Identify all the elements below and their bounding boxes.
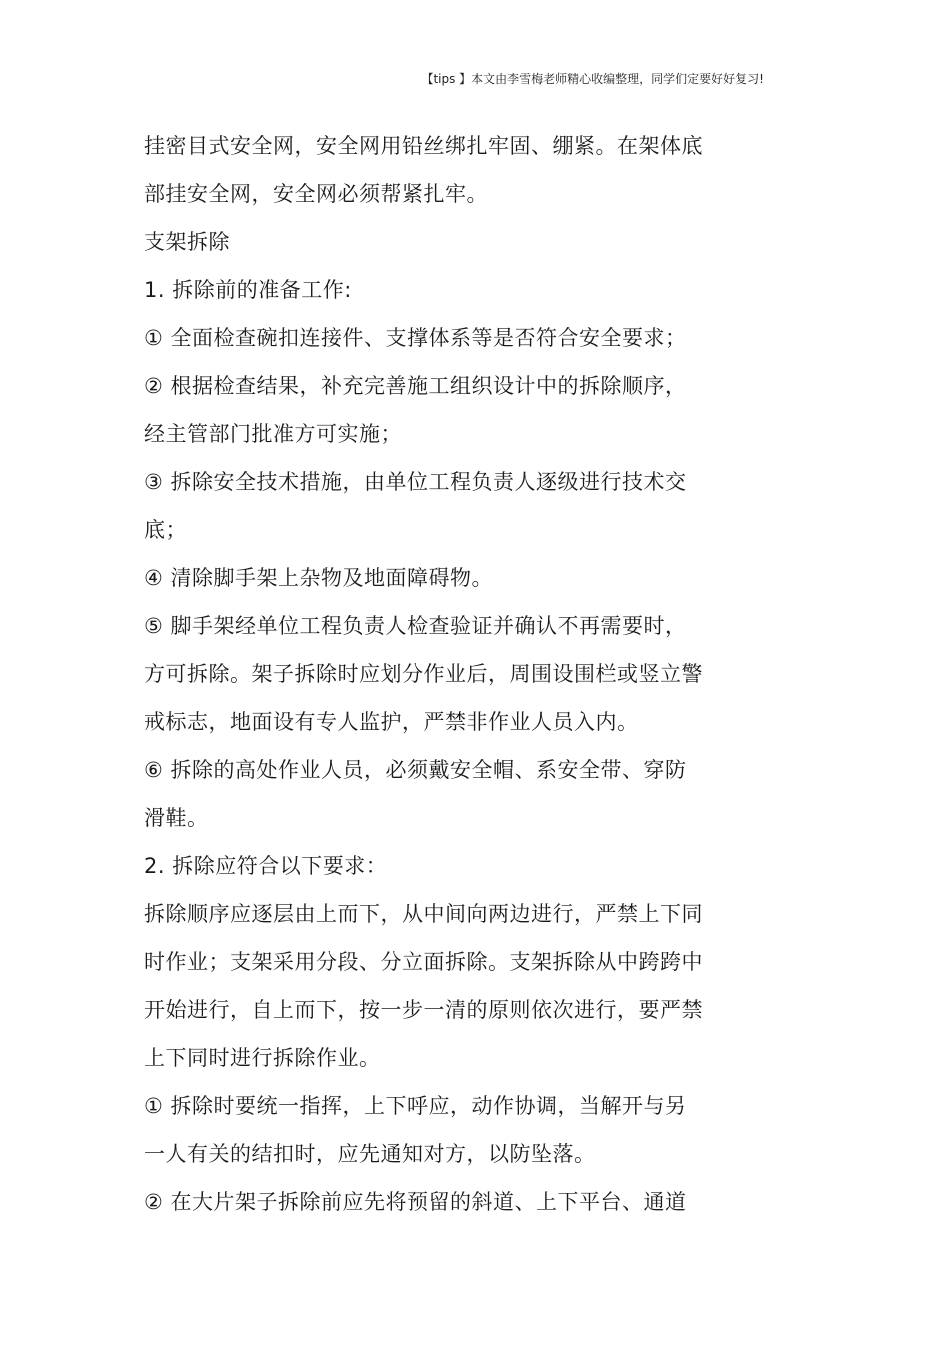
text-line: 经主管部门批准方可实施； [144, 422, 402, 446]
list-item: ⑥ 拆除的高处作业人员，必须戴安全帽、系安全带、穿防 [144, 758, 687, 782]
text-line: 一人有关的结扣时，应先通知对方，以防坠落。 [144, 1142, 596, 1166]
tips-header: 【tips 】本文由李雪梅老师精心收编整理，同学们定要好好复习! [421, 72, 764, 86]
text-line: 拆除顺序应逐层由上而下，从中间向两边进行，严禁上下同 [144, 902, 703, 926]
section-heading: 支架拆除 [144, 230, 230, 254]
list-item: ① 全面检查碗扣连接件、支撑体系等是否符合安全要求； [144, 326, 687, 350]
text-line: 上下同时进行拆除作业。 [144, 1046, 381, 1070]
text-line: 滑鞋。 [144, 806, 209, 830]
text-line: 时作业；支架采用分段、分立面拆除。支架拆除从中跨跨中 [144, 950, 703, 974]
list-item: ② 在大片架子拆除前应先将预留的斜道、上下平台、通道 [144, 1190, 687, 1214]
list-item: ⑤ 脚手架经单位工程负责人检查验证并确认不再需要时， [144, 614, 687, 638]
text-line: 部挂安全网，安全网必须帮紧扎牢。 [144, 182, 488, 206]
list-item: ② 根据检查结果，补充完善施工组织设计中的拆除顺序， [144, 374, 687, 398]
text-line: 戒标志，地面设有专人监护，严禁非作业人员入内。 [144, 710, 639, 734]
list-item: ④ 清除脚手架上杂物及地面障碍物。 [144, 566, 494, 590]
text-line: 开始进行，自上而下，按一步一清的原则依次进行，要严禁 [144, 998, 703, 1022]
text-line: 底； [144, 518, 187, 542]
text-line: 挂密目式安全网，安全网用铅丝绑扎牢固、绷紧。在架体底 [144, 134, 703, 158]
subsection-heading: 2. 拆除应符合以下要求： [144, 854, 388, 878]
document-body [144, 124, 744, 1228]
list-item: ① 拆除时要统一指挥，上下呼应，动作协调，当解开与另 [144, 1094, 687, 1118]
subsection-heading: 1. 拆除前的准备工作: [144, 278, 352, 302]
text-line: 方可拆除。架子拆除时应划分作业后，周围设围栏或竖立警 [144, 662, 703, 686]
list-item: ③ 拆除安全技术措施，由单位工程负责人逐级进行技术交 [144, 470, 687, 494]
